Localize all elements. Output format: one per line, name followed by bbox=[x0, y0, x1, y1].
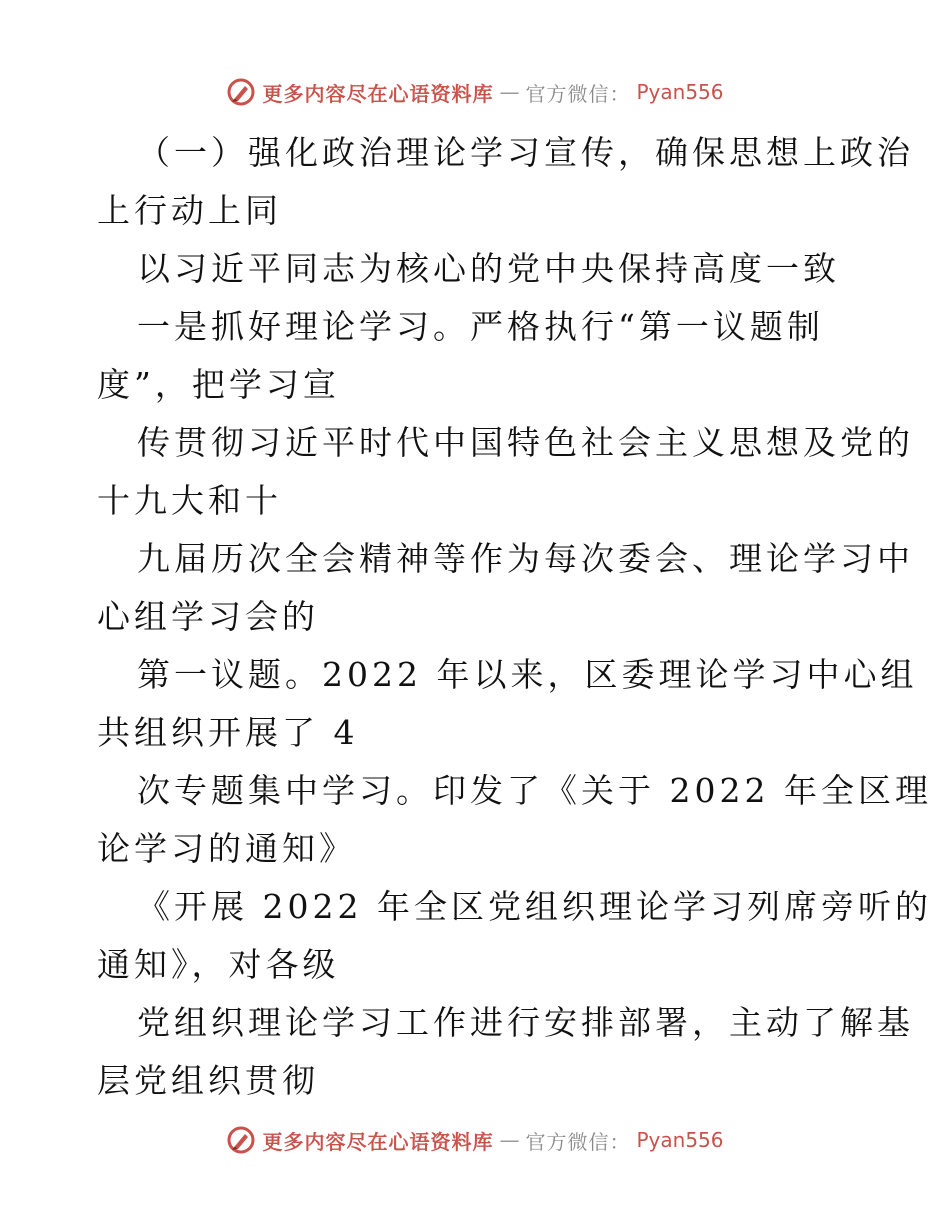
watermark-official-label: 官方微信： bbox=[525, 81, 631, 106]
watermark-brand: 更多内容尽在心语资料库 bbox=[262, 1129, 494, 1154]
document-line: 十九大和十 bbox=[97, 481, 282, 520]
watermark-dash: — bbox=[499, 1128, 520, 1152]
document-line: 通知》，对各级 bbox=[97, 945, 340, 984]
document-line: （一）强化政治理论学习宣传，确保思想上政治 bbox=[137, 133, 914, 172]
footer-watermark bbox=[0, 1120, 950, 1160]
watermark-dash: — bbox=[499, 80, 520, 104]
document-line: 层党组织贯彻 bbox=[97, 1061, 319, 1100]
document-line: 以习近平同志为核心的党中央保持高度一致 bbox=[137, 249, 840, 288]
pen-nib-logo-icon bbox=[226, 1125, 256, 1155]
document-line: 一是抓好理论学习。严格执行“第一议题制 bbox=[137, 307, 824, 346]
watermark-wechat-id: Pyan556 bbox=[636, 1128, 724, 1152]
pen-nib-logo-icon bbox=[226, 77, 256, 107]
document-line: 上行动上同 bbox=[97, 191, 282, 230]
document-line: 传贯彻习近平时代中国特色社会主义思想及党的 bbox=[137, 423, 914, 462]
document-line: 九届历次全会精神等作为每次委会、理论学习中 bbox=[137, 539, 914, 578]
document-line: 党组织理论学习工作进行安排部署，主动了解基 bbox=[137, 1003, 914, 1042]
document-line: 《开展 2022 年全区党组织理论学习列席旁听的 bbox=[137, 887, 932, 926]
watermark-brand: 更多内容尽在心语资料库 bbox=[262, 81, 494, 106]
document-line: 次专题集中学习。印发了《关于 2022 年全区理 bbox=[137, 771, 932, 810]
watermark-wechat-id: Pyan556 bbox=[636, 80, 724, 104]
document-line: 论学习的通知》 bbox=[97, 829, 356, 868]
watermark-official-label: 官方微信： bbox=[525, 1129, 631, 1154]
header-watermark bbox=[0, 72, 950, 112]
document-body bbox=[97, 124, 932, 1110]
document-line: 第一议题。2022 年以来，区委理论学习中心组 bbox=[137, 655, 918, 694]
document-line: 共组织开展了 4 bbox=[97, 713, 359, 752]
document-line: 心组学习会的 bbox=[97, 597, 319, 636]
document-line: 度”，把学习宣 bbox=[97, 365, 340, 404]
